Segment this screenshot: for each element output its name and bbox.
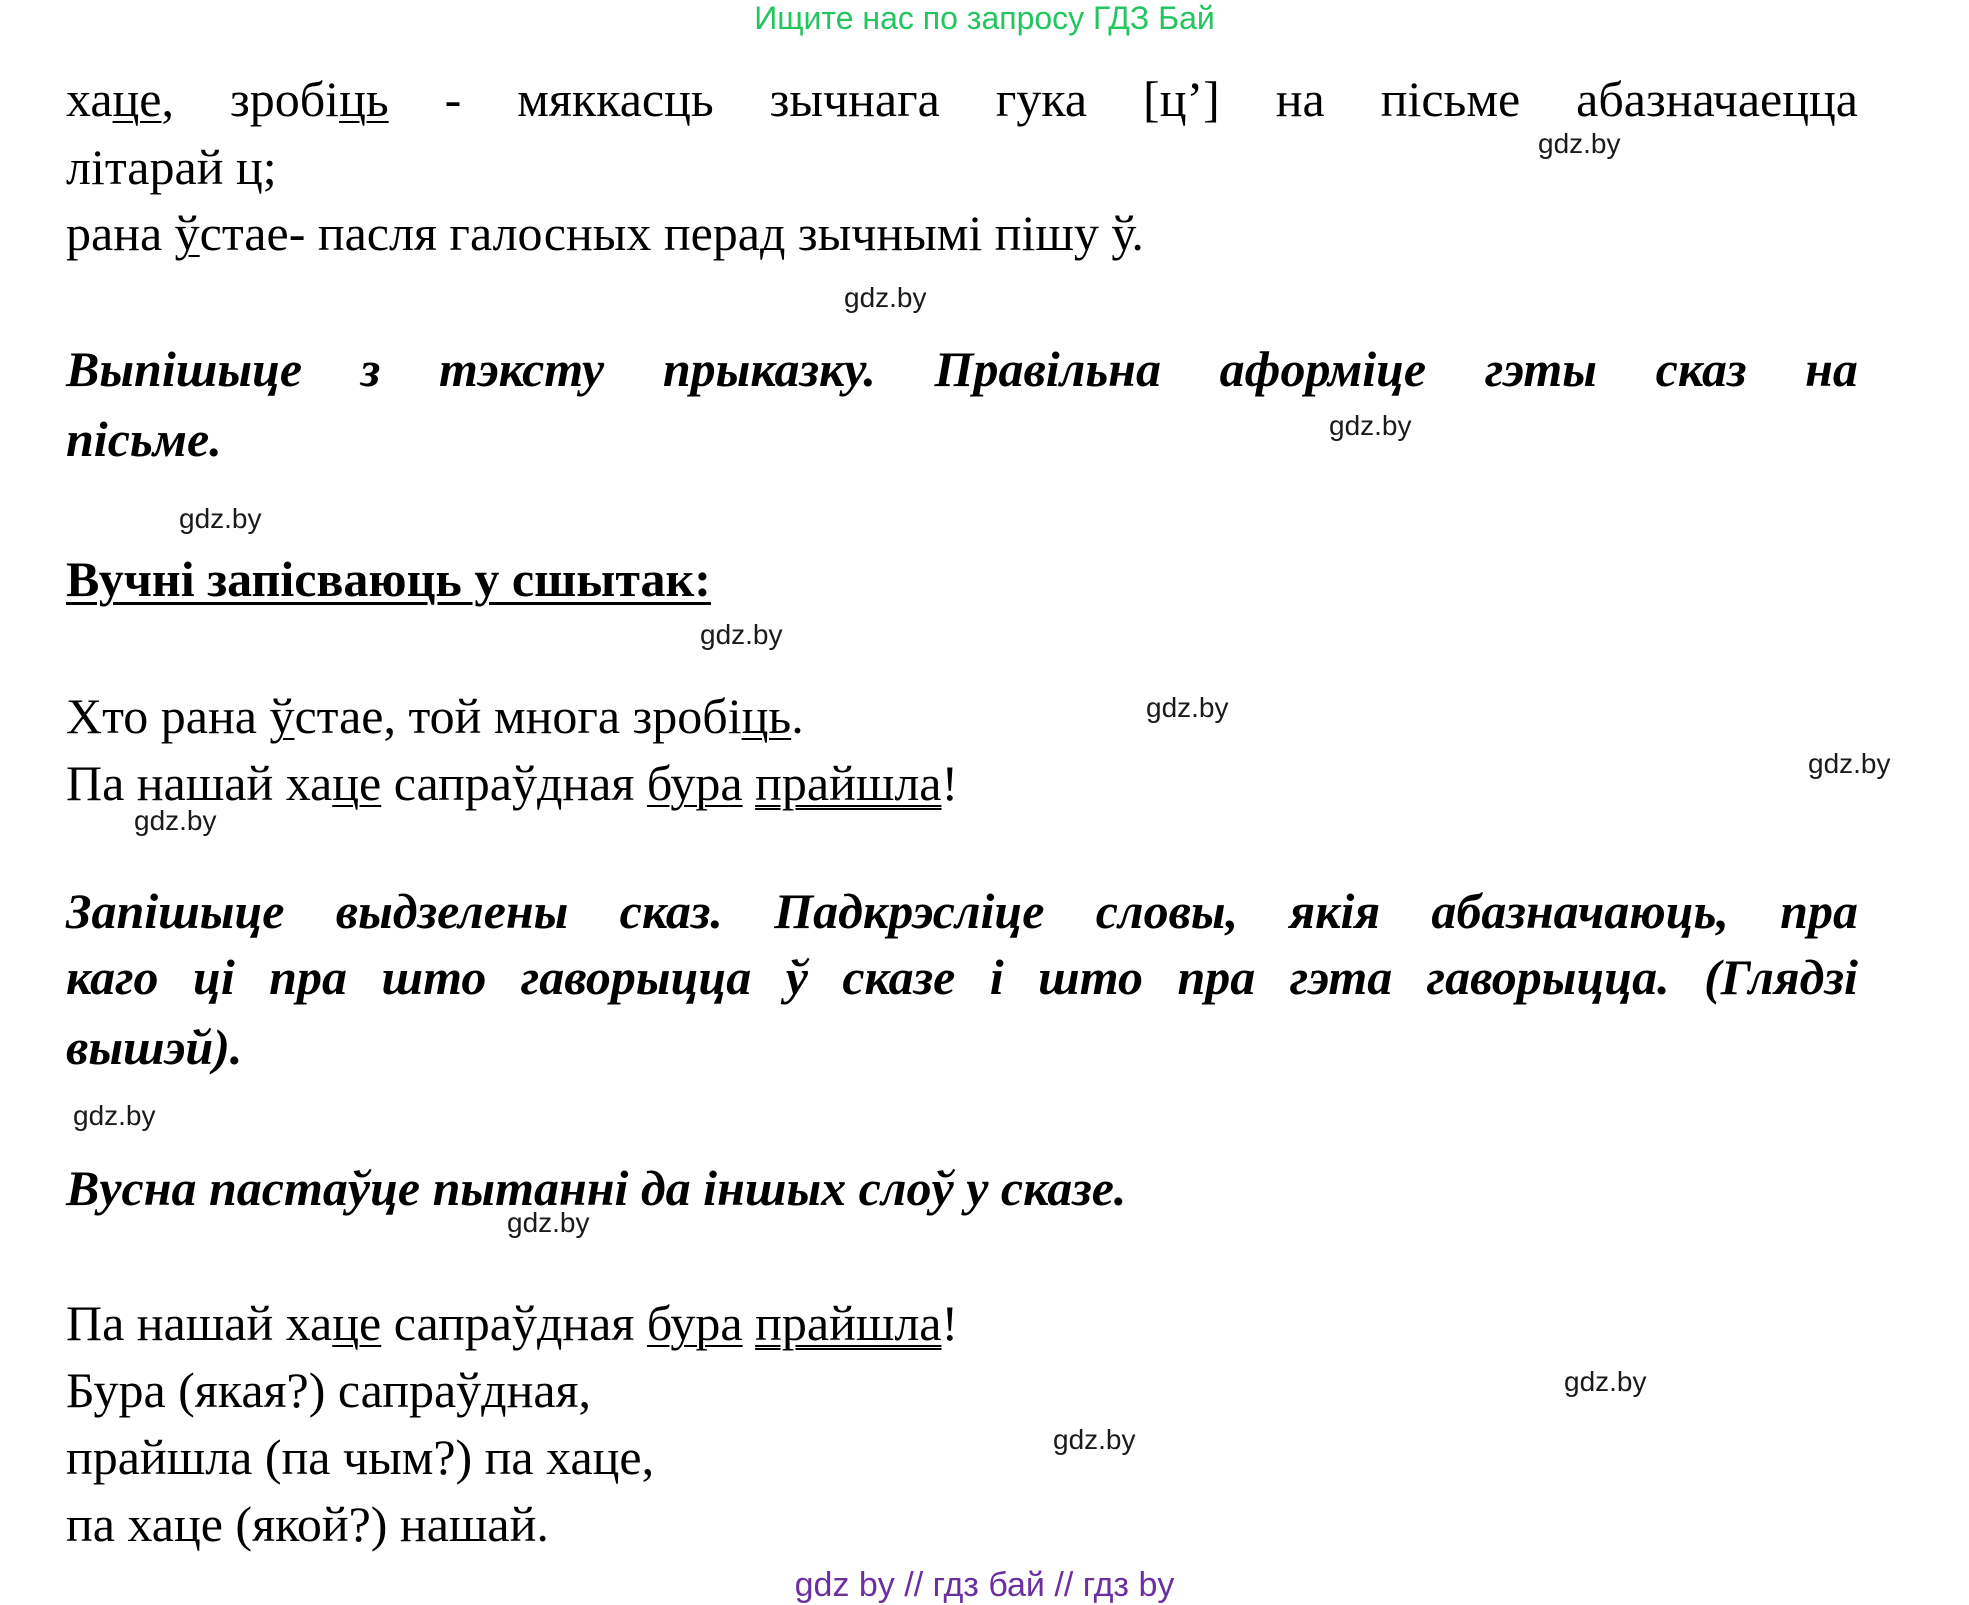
word: гука <box>995 71 1088 127</box>
word: словы, <box>1095 883 1239 939</box>
word: ці <box>193 949 235 1005</box>
word: што <box>381 949 487 1005</box>
word: і <box>989 949 1004 1005</box>
word: (Глядзі <box>1704 949 1858 1005</box>
word: пра <box>269 949 347 1005</box>
subject-word: бура <box>646 755 743 811</box>
word: пра <box>1177 949 1256 1005</box>
word: прыказку. <box>662 341 876 397</box>
question-line-3: па хаце (якой?) нашай. <box>66 1496 549 1552</box>
word: каго <box>66 949 159 1005</box>
watermark: gdz.by <box>134 805 217 836</box>
word: гэта <box>1289 949 1393 1005</box>
watermark: gdz.by <box>1538 128 1621 159</box>
word-hatse: хаце, <box>66 71 174 127</box>
intro-line-3: рана ўстае- пасля галосных перад зычнымі пішу ў. <box>66 205 1144 261</box>
watermark: gdz.by <box>1146 692 1229 723</box>
watermark: gdz.by <box>73 1100 156 1131</box>
question-line-1: Бура (якая?) сапраўдная, <box>66 1362 592 1418</box>
proverb-sentence: Хто рана ўстае, той многа зробіць. <box>66 688 804 744</box>
question-line-2: прайшла (па чым?) па хаце, <box>66 1429 655 1485</box>
watermark: gdz.by <box>1329 410 1412 441</box>
word: тэксту <box>439 341 605 397</box>
word: абазначаюць, <box>1431 883 1729 939</box>
intro-line-1 <box>66 70 1858 128</box>
task2-line-3: вышэй). <box>66 1019 243 1075</box>
word: сказ. <box>619 883 723 939</box>
word: Запішыце <box>66 883 285 939</box>
word-zrobits: зробіць <box>229 71 389 127</box>
word: пісьме <box>1380 71 1521 127</box>
word: Правільна <box>934 341 1161 397</box>
word: гаворыцца <box>520 949 752 1005</box>
word: Падкрэсліце <box>774 883 1045 939</box>
word: гаворыцца. <box>1426 949 1670 1005</box>
watermark: gdz.by <box>1808 748 1891 779</box>
word: выдзелены <box>335 883 569 939</box>
task1-line-2: пісьме. <box>66 411 222 467</box>
predicate-word: прайшла <box>755 1295 942 1351</box>
word: на <box>1805 341 1858 397</box>
task3-instruction: Вусна пастаўце пытанні да іншых слоў у сказе. <box>66 1160 1127 1216</box>
notebook-heading: Вучні запісваюць у сшытак: <box>66 551 711 607</box>
word: аформіце <box>1219 341 1427 397</box>
word: гэты <box>1484 341 1597 397</box>
site-banner[interactable]: Ищите нас по запросу ГДЗ Бай <box>754 0 1215 36</box>
subject-word: бура <box>646 1295 743 1351</box>
highlighted-sentence: Па нашай хаце сапраўдная бура прайшла! <box>66 755 959 811</box>
watermark: gdz.by <box>507 1207 590 1238</box>
word: пра <box>1780 883 1858 939</box>
word: Выпішыце <box>66 341 303 397</box>
word: сказе <box>842 949 956 1005</box>
word: ў <box>785 949 808 1005</box>
word: якія <box>1289 883 1381 939</box>
watermark: gdz.by <box>1564 1366 1647 1397</box>
word: на <box>1275 71 1325 127</box>
word: абазначаецца <box>1576 71 1858 127</box>
intro-line-2: літарай ц; <box>66 139 277 195</box>
footer-links[interactable]: gdz by // гдз бай // гдз by <box>794 1566 1175 1604</box>
word: што <box>1038 949 1144 1005</box>
word: сказ <box>1655 341 1747 397</box>
watermark: gdz.by <box>179 503 262 534</box>
watermark: gdz.by <box>1053 1424 1136 1455</box>
analyzed-sentence: Па нашай хаце сапраўдная бура прайшла! <box>66 1295 959 1351</box>
predicate-word: прайшла <box>755 755 942 811</box>
word: мяккасць <box>517 71 714 127</box>
word: [ц’] <box>1143 71 1220 127</box>
word: з <box>360 341 381 397</box>
watermark: gdz.by <box>844 282 927 313</box>
watermark: gdz.by <box>700 619 783 650</box>
word: зычнага <box>769 71 940 127</box>
task1-line-1 <box>66 340 1858 398</box>
task2-line-2 <box>66 948 1858 1006</box>
task2-line-1 <box>66 882 1858 940</box>
dash: - <box>444 71 462 127</box>
